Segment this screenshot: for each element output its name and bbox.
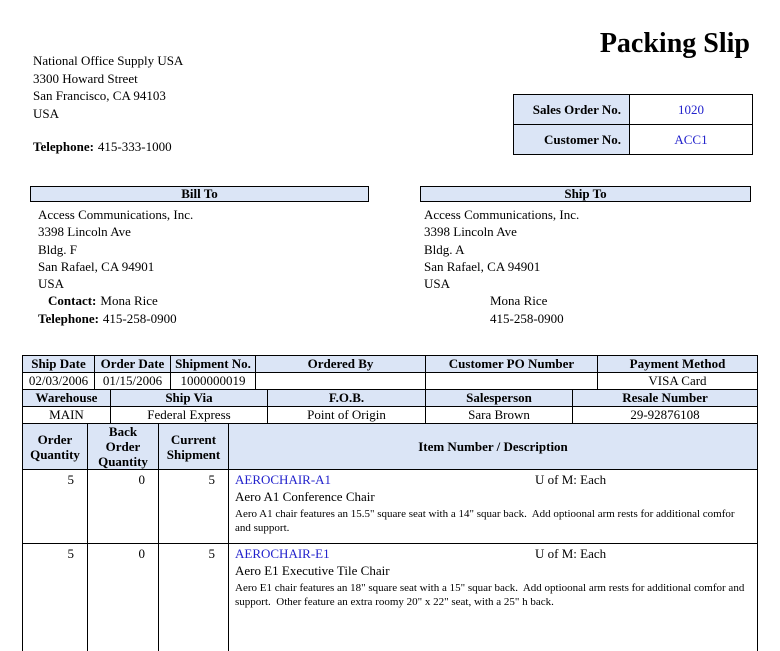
ordered-by-header: Ordered By <box>256 356 426 373</box>
customer-po-value <box>426 373 598 390</box>
item-description-cell <box>229 470 758 544</box>
resale-number-header: Resale Number <box>573 390 758 407</box>
table-row <box>23 356 758 373</box>
order-quantity-header: Order Quantity <box>23 424 88 470</box>
table-row <box>23 544 758 651</box>
bill-to-telephone <box>38 310 193 327</box>
address-line: Access Communications, Inc. <box>38 207 194 222</box>
contact-label: Contact: <box>48 293 97 309</box>
ship-date-value: 02/03/2006 <box>23 373 95 390</box>
payment-method-header: Payment Method <box>598 356 758 373</box>
shipment-no-header: Shipment No. <box>171 356 256 373</box>
ship-to-telephone: 415-258-0900 <box>490 310 564 326</box>
table-row <box>514 95 753 125</box>
customer-no-label: Customer No. <box>514 125 630 155</box>
shipment-no-value: 1000000019 <box>171 373 256 390</box>
order-quantity-value: 5 <box>23 544 88 651</box>
address-line: San Rafael, CA 94901 <box>424 258 541 274</box>
item-long-description: Aero A1 chair features an 15.5" square seat with a 14" squar back. Add optioonal arm rests for additional comfor and support. <box>235 508 738 534</box>
address-line: USA <box>424 276 451 292</box>
order-info-tables <box>22 355 758 651</box>
shipment-info-table <box>22 355 758 390</box>
fob-header: F.O.B. <box>268 390 426 407</box>
item-long-description: Aero E1 chair features an 18" square seat with a 15" squar back. Add optioonal arm rests for additional comfor and support. Other feature an extra roomy 20" x 22" seat, with a 25" h back. <box>235 582 748 608</box>
warehouse-value: MAIN <box>23 407 111 424</box>
address-line: 3398 Lincoln Ave <box>38 224 131 240</box>
current-shipment-value: 5 <box>159 470 229 544</box>
company-city: San Francisco, CA 94103 <box>33 88 166 103</box>
address-line: USA <box>38 276 65 292</box>
salesperson-header: Salesperson <box>426 390 573 407</box>
back-order-quantity-value: 0 <box>88 470 159 544</box>
resale-number-value: 29-92876108 <box>573 407 758 424</box>
unit-of-measure: U of M: Each <box>535 472 607 487</box>
warehouse-header: Warehouse <box>23 390 111 407</box>
address-line: Bldg. A <box>424 241 465 257</box>
ship-date-header: Ship Date <box>23 356 95 373</box>
table-row <box>23 407 758 424</box>
address-line: Access Communications, Inc. <box>424 207 580 222</box>
telephone-value: 415-258-0900 <box>102 310 177 326</box>
bill-to-header: Bill To <box>30 186 369 202</box>
customer-po-header: Customer PO Number <box>426 356 598 373</box>
current-shipment-value: 5 <box>159 544 229 651</box>
telephone-label: Telephone: <box>38 310 99 326</box>
customer-no-value[interactable]: ACC1 <box>630 125 753 155</box>
ship-to-header: Ship To <box>420 186 751 202</box>
fob-value: Point of Origin <box>268 407 426 424</box>
ordered-by-value <box>256 373 426 390</box>
table-row <box>514 125 753 155</box>
sales-order-label: Sales Order No. <box>514 95 630 125</box>
warehouse-info-table <box>22 389 758 424</box>
order-quantity-value: 5 <box>23 470 88 544</box>
bill-to-address <box>38 206 193 327</box>
order-date-value: 01/15/2006 <box>95 373 171 390</box>
unit-of-measure: U of M: Each <box>535 546 607 561</box>
address-line: 3398 Lincoln Ave <box>424 224 517 240</box>
back-order-quantity-value: 0 <box>88 544 159 651</box>
company-name: National Office Supply USA <box>33 53 184 68</box>
item-description-cell <box>229 544 758 651</box>
order-date-header: Order Date <box>95 356 171 373</box>
salesperson-value: Sara Brown <box>426 407 573 424</box>
item-head <box>235 546 753 562</box>
address-line: Bldg. F <box>38 241 78 257</box>
item-number-link[interactable]: AEROCHAIR-A1 <box>235 472 332 487</box>
item-number-link[interactable]: AEROCHAIR-E1 <box>235 546 330 561</box>
item-name: Aero A1 Conference Chair <box>235 489 375 504</box>
page-title: Packing Slip <box>599 28 750 59</box>
ship-to-contact: Mona Rice <box>490 293 548 309</box>
bill-to-contact <box>38 292 193 309</box>
item-head <box>235 472 753 488</box>
telephone-value: 415-333-1000 <box>97 139 172 154</box>
line-items-table <box>22 423 758 651</box>
telephone-label: Telephone: <box>33 139 94 154</box>
current-shipment-header: Current Shipment <box>159 424 229 470</box>
ship-via-header: Ship Via <box>111 390 268 407</box>
table-row <box>23 373 758 390</box>
back-order-quantity-header: Back Order Quantity <box>88 424 159 470</box>
table-row <box>23 390 758 407</box>
address-line: San Rafael, CA 94901 <box>38 258 155 274</box>
company-country: USA <box>33 105 60 121</box>
payment-method-value: VISA Card <box>598 373 758 390</box>
company-street: 3300 Howard Street <box>33 70 138 86</box>
ship-to-address <box>424 206 579 327</box>
ship-via-value: Federal Express <box>111 407 268 424</box>
order-summary-box <box>513 94 753 155</box>
table-row <box>23 424 758 470</box>
company-telephone <box>33 138 183 156</box>
contact-value: Mona Rice <box>100 293 158 309</box>
table-row <box>23 470 758 544</box>
item-description-header: Item Number / Description <box>229 424 758 470</box>
company-address-block <box>33 52 183 156</box>
sales-order-value[interactable]: 1020 <box>630 95 753 125</box>
item-name: Aero E1 Executive Tile Chair <box>235 563 390 578</box>
